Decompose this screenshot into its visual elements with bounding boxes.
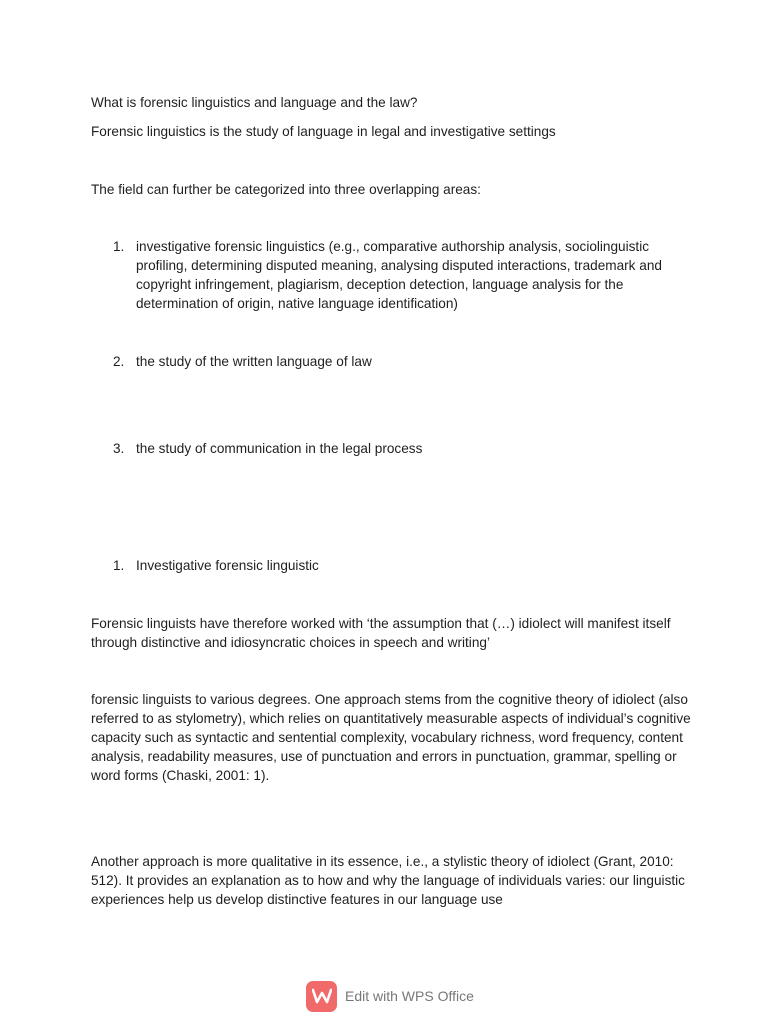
- paragraph-cognitive: forensic linguists to various degrees. One approach stems from the cognitive theory of idiolect (also referred to as stylometry), which relies on quantitatively measurable aspects of individual’s cognitive capacity such as syntactic and sentential complexity, vocabulary richness, word frequency, content analysis, readability measures, use of punctuation and errors in punctuation, grammar, spelling or word forms (Chaski, 2001: 1).: [91, 692, 691, 783]
- list-item-area-1: [113, 237, 683, 313]
- list-item-area-3: [113, 439, 683, 458]
- list-text: investigative forensic linguistics (e.g., comparative authorship analysis, sociolinguistic profiling, determining disputed meaning, analysing disputed interactions, trademark and copyright infringement, plagiarism, deception detection, language analysis for the determination of origin, native language identification): [136, 239, 662, 311]
- categorized-intro: The field can further be categorized into three overlapping areas:: [91, 182, 481, 197]
- list-text: the study of communication in the legal process: [136, 441, 423, 456]
- list-text: the study of the written language of law: [136, 354, 372, 369]
- document-question: What is forensic linguistics and language and the law?: [91, 95, 418, 110]
- section-title: Investigative forensic linguistic: [136, 558, 319, 573]
- paragraph-assumption: Forensic linguists have therefore worked with ‘the assumption that (…) idiolect will manifest itself through distinctive and idiosyncratic choices in speech and writing’: [91, 616, 671, 650]
- list-number: 2.: [113, 354, 125, 369]
- section-heading: [113, 556, 683, 575]
- document-definition: Forensic linguistics is the study of language in legal and investigative settings: [91, 124, 556, 139]
- list-number: 3.: [113, 441, 125, 456]
- edit-with-wps-label: Edit with WPS Office: [345, 987, 474, 1004]
- section-number: 1.: [113, 558, 125, 573]
- edit-with-wps-button[interactable]: [306, 980, 474, 1012]
- list-number: 1.: [113, 239, 125, 254]
- wps-office-logo-icon: [306, 981, 337, 1012]
- list-item-area-2: [113, 352, 683, 371]
- paragraph-stylistic: Another approach is more qualitative in its essence, i.e., a stylistic theory of idiolect (Grant, 2010: 512). It provides an explanation as to how and why the language of individuals varies: our linguistic experiences help us develop distinctive features in our language use: [91, 854, 685, 907]
